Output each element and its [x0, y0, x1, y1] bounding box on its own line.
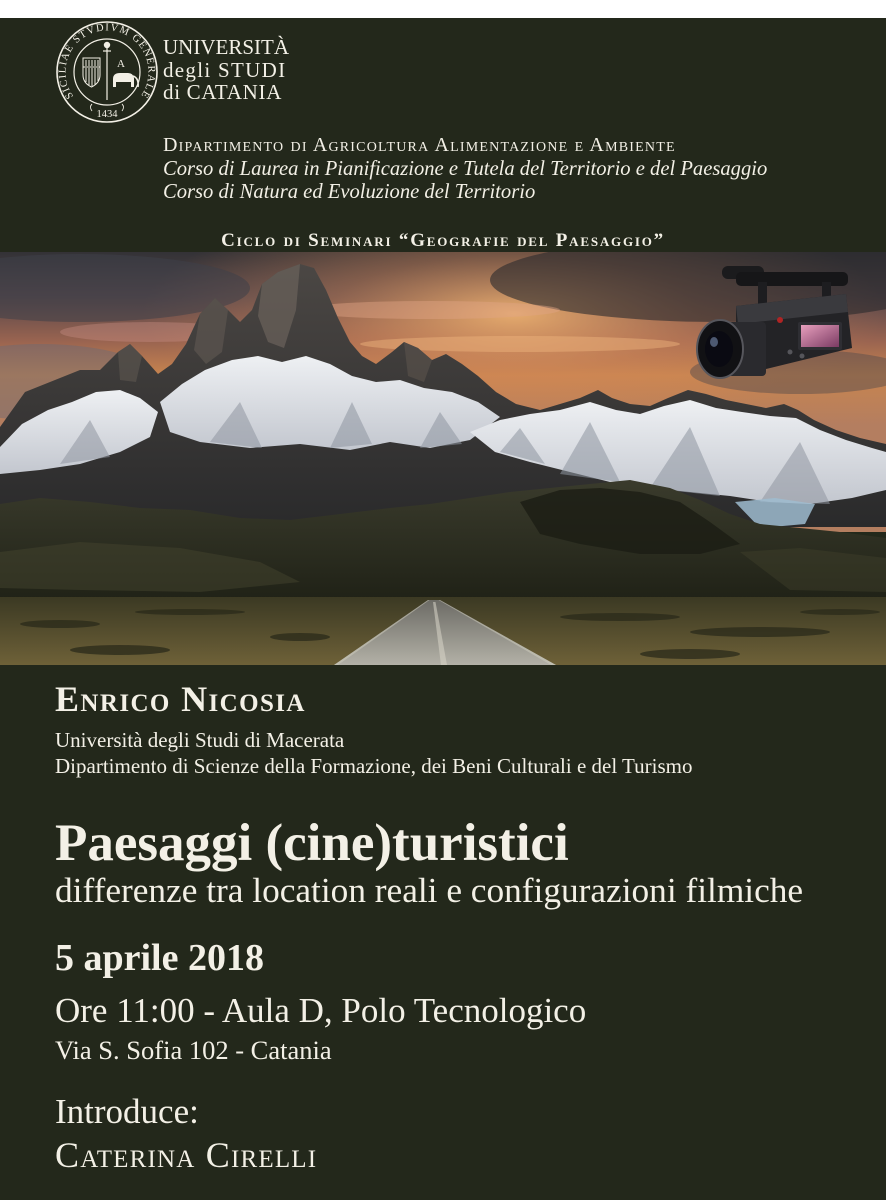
university-name-line1: UNIVERSITÀ: [163, 35, 289, 59]
speaker-affiliation-department: Dipartimento di Scienze della Formazione, dei Beni Culturali e del Turismo: [55, 754, 693, 778]
introducer-name: Caterina Cirelli: [55, 1135, 318, 1175]
talk-title: Paesaggi (cine)turistici: [55, 814, 569, 872]
seal-letter: A: [117, 58, 125, 70]
department-name: Dipartimento di Agricoltura Alimentazione e Ambiente: [163, 134, 676, 156]
seminar-series-title: Ciclo di Seminari “Geografie del Paesaggio”: [221, 230, 665, 251]
speaker-name: Enrico Nicosia: [55, 679, 306, 719]
landscape-photo: [0, 252, 886, 665]
talk-subtitle: differenze tra location reali e configurazioni filmiche: [55, 871, 804, 910]
university-name-line3: di CATANIA: [163, 80, 283, 104]
event-time-place: Ore 11:00 - Aula D, Polo Tecnologico: [55, 991, 587, 1030]
elephant-icon: [113, 73, 138, 87]
university-name-line2: degli STUDI: [163, 58, 287, 82]
shield-icon: [83, 58, 100, 87]
introduction-label: Introduce:: [55, 1092, 199, 1131]
event-address: Via S. Sofia 102 - Catania: [55, 1035, 332, 1065]
seal-text: SICILIAE STVDIVM GENERALE: [57, 22, 157, 101]
speaker-affiliation-university: Università degli Studi di Macerata: [55, 728, 345, 752]
event-date: 5 aprile 2018: [55, 937, 264, 979]
course-line-2: Corso di Natura ed Evoluzione del Territorio: [163, 181, 536, 203]
course-line-1: Corso di Laurea in Pianificazione e Tutela del Territorio e del Paesaggio: [163, 158, 768, 180]
seal-year: 1434: [96, 109, 118, 120]
university-seal-icon: [55, 20, 159, 124]
staff-icon: [103, 42, 111, 100]
